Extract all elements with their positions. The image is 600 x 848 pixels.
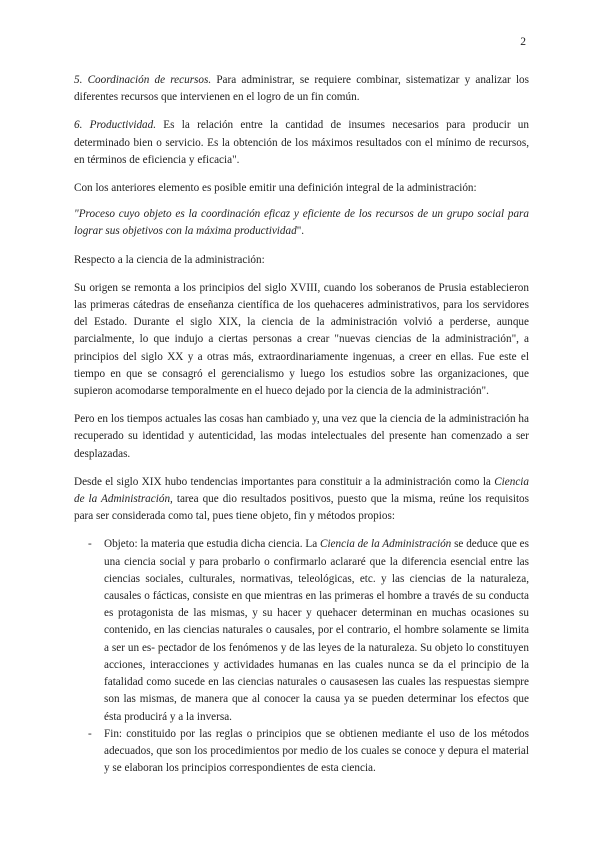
objeto-text-before: Objeto: la materia que estudia dicha ciencia. La [104,538,320,551]
paragraph-coordination [74,72,529,106]
objeto-text-after: se deduce que es una ciencia social y para probarlo o confirmarlo aclararé que la diferencia esencial entre las ciencias sociales, culturales, normativas, teleológicas, etc. y las ciencias de la naturaleza, causales o fácticas, consiste en que mientras en las primeras el hombre a través de su conducta es protagonista de las mismas, y su hacer y quehacer determinan en muchas ocasiones su contenido, en las ciencias naturales o causales, por el contrario, el hombre solamente se limita a ser un es- pectador de los fenómenos y de las leyes de la naturaleza. Su objeto lo constituyen acciones, interacciones y actividades humanas en las cuales nunca se da el principio de la fatalidad como sucede en las ciencias naturales o causasesen las cuales las respuestas siempre son las mismas, de manera que al conocer la causa ya se pueden determinar los efectos que ésta producirá y a la inversa. [104,538,529,723]
definition-quote: "Proceso cuyo objeto es la coordinación eficaz y eficiente de los recursos de un grupo social para lograr sus objetivos con la máxima productividad [74,208,529,238]
productivity-label: 6. Productividad. [74,119,157,132]
paragraph-present-times: Pero en los tiempos actuales las cosas han cambiado y, una vez que la ciencia de la administración ha recuperado su identidad y autenticidad, las modas intelectuales del presente han comenzado a ser desplazadas. [74,413,529,460]
list-item-fin [74,726,529,778]
list-dash: - [88,538,92,551]
page-number: 2 [520,36,526,48]
paragraph-definition-intro: Con los anteriores elemento es posible emitir una definición integral de la administración: [74,182,477,195]
list-item-objeto [74,536,529,725]
list-dash: - [88,727,92,740]
tendencies-text-before: Desde el siglo XIX hubo tendencias importantes para constituir a la administración como la [74,475,495,488]
definition-quote-end: ". [296,225,305,238]
requirements-list [74,536,529,777]
paragraph-science-intro: Respecto a la ciencia de la administración: [74,253,265,266]
tendencies-text-after: tarea que dio resultados positivos, puesto que la misma, reúne los requisitos para ser considerada como tal, pues tiene objeto, fin y métodos propios: [74,493,530,523]
paragraph-tendencies [74,474,529,526]
paragraph-definition-quote [74,206,529,240]
paragraph-origin: Su origen se remonta a los principios del siglo XVIII, cuando los soberanos de Prusia establecieron las primeras cátedras de enseñanza científica de los quehaceres administrativos, para los servidores del Estado. Durante el siglo XIX, la ciencia de la administración volvió a perderse, aunque parcialmente, lo que indujo a ciertas personas a crear "nuevas ciencias de la administración", a principios del siglo XX y a otras más, extraordinariamente ingenuas, a creer en ellas. Fue este el tiempo en que se consagró el gerencialismo y luego los estudios sobre las organizaciones, que supieron acomodarse temporalmente en el hueco dejado por la ciencia de la administración". [74,281,529,398]
coordination-label: 5. Coordinación de recursos. [74,74,212,86]
tendencies-italic: Ciencia de la Administración, [74,475,529,506]
productivity-text: Es la relación entre la cantidad de insumes necesarios para producir un determinado bien o servicio. Es la obtención de los máximos resultados con el mínimo de recursos, en términos de eficiencia y eficacia". [74,119,529,166]
coordination-text: Para administrar, se requiere combinar, sistematizar y analizar los diferentes recursos que intervienen en el logro de un fin común. [74,74,529,104]
paragraph-productivity [74,117,529,169]
objeto-italic: Ciencia de la Administración [319,538,452,551]
document-body [74,72,529,777]
fin-text: Fin: constituido por las reglas o principios que se obtienen mediante el uso de los métodos adecuados, que son los procedimientos por medio de los cuales se conoce y depura el material y se elaboran los principios correspondientes de esta ciencia. [104,727,529,775]
